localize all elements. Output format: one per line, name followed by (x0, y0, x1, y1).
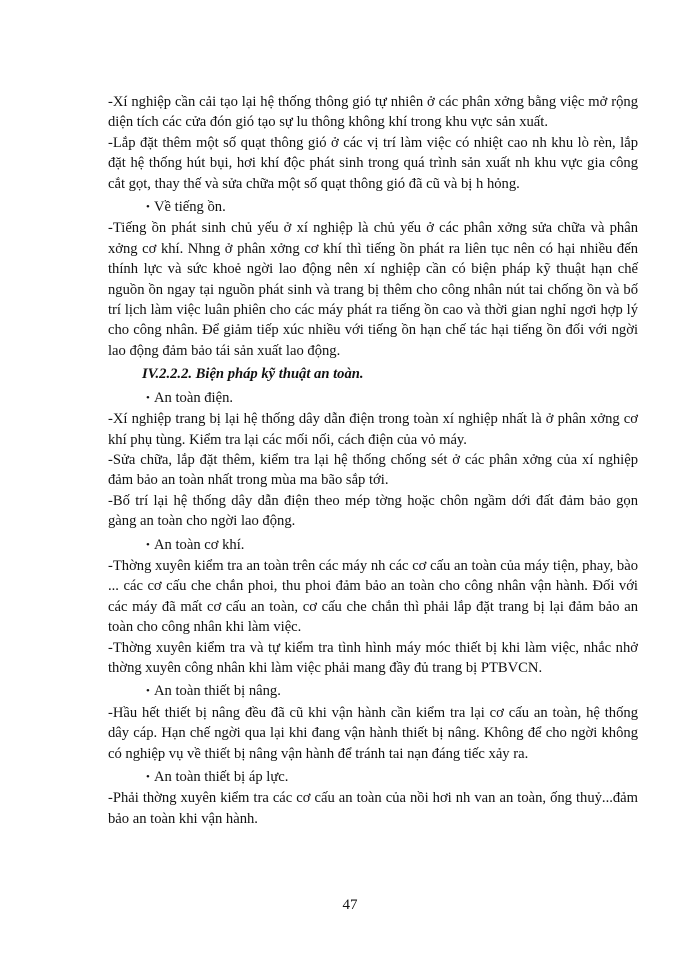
bullet-noise (108, 197, 638, 217)
page-number: 47 (342, 897, 358, 913)
bullet-lifting-safety (108, 681, 638, 701)
paragraph-pressure: -Phải thờng xuyên kiểm tra các cơ cấu an toàn của nồi hơi nh van an toàn, ống thuỷ...đảm bảo an toàn khi vận hành. (108, 790, 638, 827)
bullet-pressure-safety (108, 767, 638, 787)
paragraph-mechanical-1: -Thờng xuyên kiểm tra an toàn trên các máy nh các cơ cấu an toàn của máy tiện, phay, bào ... các cơ cấu che chắn phoi, thu phoi đảm bảo an toàn cho công nhân vận hành. Đối với các máy đã mất cơ cấu an toàn, cơ cấu che chắn thì phải lắp đặt trang bị lại đảm bảo an toàn cho công nhân khi làm việc. (108, 557, 638, 636)
document-body (108, 92, 638, 829)
bullet-icon: • (146, 201, 150, 214)
paragraph-electrical-2: -Sửa chữa, lắp đặt thêm, kiểm tra lại hệ thống chống sét ở các phân xởng của xí nghiệp đảm bảo an toàn nhất trong mùa ma bão sắp tới. (108, 451, 638, 489)
bullet-label: An toàn cơ khí. (154, 536, 245, 553)
bullet-electrical-safety (108, 388, 638, 408)
bullet-icon: • (146, 391, 150, 404)
bullet-icon: • (146, 771, 150, 783)
bullet-icon: • (146, 538, 150, 551)
section-heading: IV.2.2.2. Biện pháp kỹ thuật an toàn. (142, 366, 364, 383)
paragraph-ventilation-1: -Xí nghiệp cần cải tạo lại hệ thống thông gió tự nhiên ở các phân xởng bằng việc mở rộng diện tích các cửa đón gió tạo sự lu thông không khí trong khu vực sản xuất. (108, 94, 638, 131)
bullet-label: An toàn điện. (154, 389, 234, 406)
bullet-label: Về tiếng ồn. (154, 199, 226, 216)
paragraph-noise: -Tiếng ồn phát sinh chủ yếu ở xí nghiệp là chủ yếu ở các phân xởng sửa chữa và phân xởng cơ khí. Nhng ở phân xởng cơ khí thì tiếng ồn phát ra liên tục nên có hại nhiều đến thính lực và sức khoẻ ngời lao động nên xí nghiệp cần có biện pháp kỹ thuật hạn chế nguồn ồn ngay tại nguồn phát sinh và trang bị thêm cho công nhân nút tai chống ồn và bố trí lịch làm việc luân phiên cho các máy phát ra tiếng ồn cao và thời gian nghỉ ngơi hợp lý cho công nhân. Để giảm tiếp xúc nhiều với tiếng ồn hạn chế tác hại tiếng ồn đối với ngời lao động đảm bảo tái sản xuất lao động. (108, 220, 638, 359)
bullet-mechanical-safety (108, 535, 638, 555)
paragraph-ventilation-2: -Lắp đặt thêm một số quạt thông gió ở các vị trí làm việc có nhiệt cao nh khu lò rèn, lắp đặt hệ thống hút bụi, hơi khí độc phát sinh trong quá trình sản xuất nh khu vực gia công cắt gọt, thay thế và sửa chữa một số quạt thông gió đã cũ và bị h hỏng. (108, 134, 638, 192)
bullet-label: An toàn thiết bị nâng. (154, 683, 281, 700)
paragraph-mechanical-2: -Thờng xuyên kiểm tra và tự kiểm tra tình hình máy móc thiết bị khi làm việc, nhắc nhở thờng xuyên công nhân khi làm việc phải mang đầy đủ trang bị PTBVCN. (108, 639, 638, 676)
paragraph-electrical-1: -Xí nghiệp trang bị lại hệ thống dây dẫn điện trong toàn xí nghiệp nhất là ở phân xởng cơ khí phụ tùng. Kiểm tra lại các mối nối, cách điện của vỏ máy. (108, 411, 638, 448)
bullet-label: An toàn thiết bị áp lực. (154, 769, 289, 785)
bullet-icon: • (146, 685, 150, 698)
paragraph-lifting: -Hầu hết thiết bị nâng đều đã cũ khi vận hành cần kiểm tra lại cơ cấu an toàn, hệ thống dây cáp. Hạn chế ngời qua lại khi đang vận hành thiết bị nâng. Không để cho ngời không có nghiệp vụ về thiết bị nâng vận hành để tránh tai nạn đáng tiếc xảy ra. (108, 704, 638, 762)
paragraph-electrical-3: -Bố trí lại hệ thống dây dẫn điện theo mép tờng hoặc chôn ngầm dới đất đảm bảo gọn gàng an toàn cho ngời lao động. (108, 492, 638, 530)
